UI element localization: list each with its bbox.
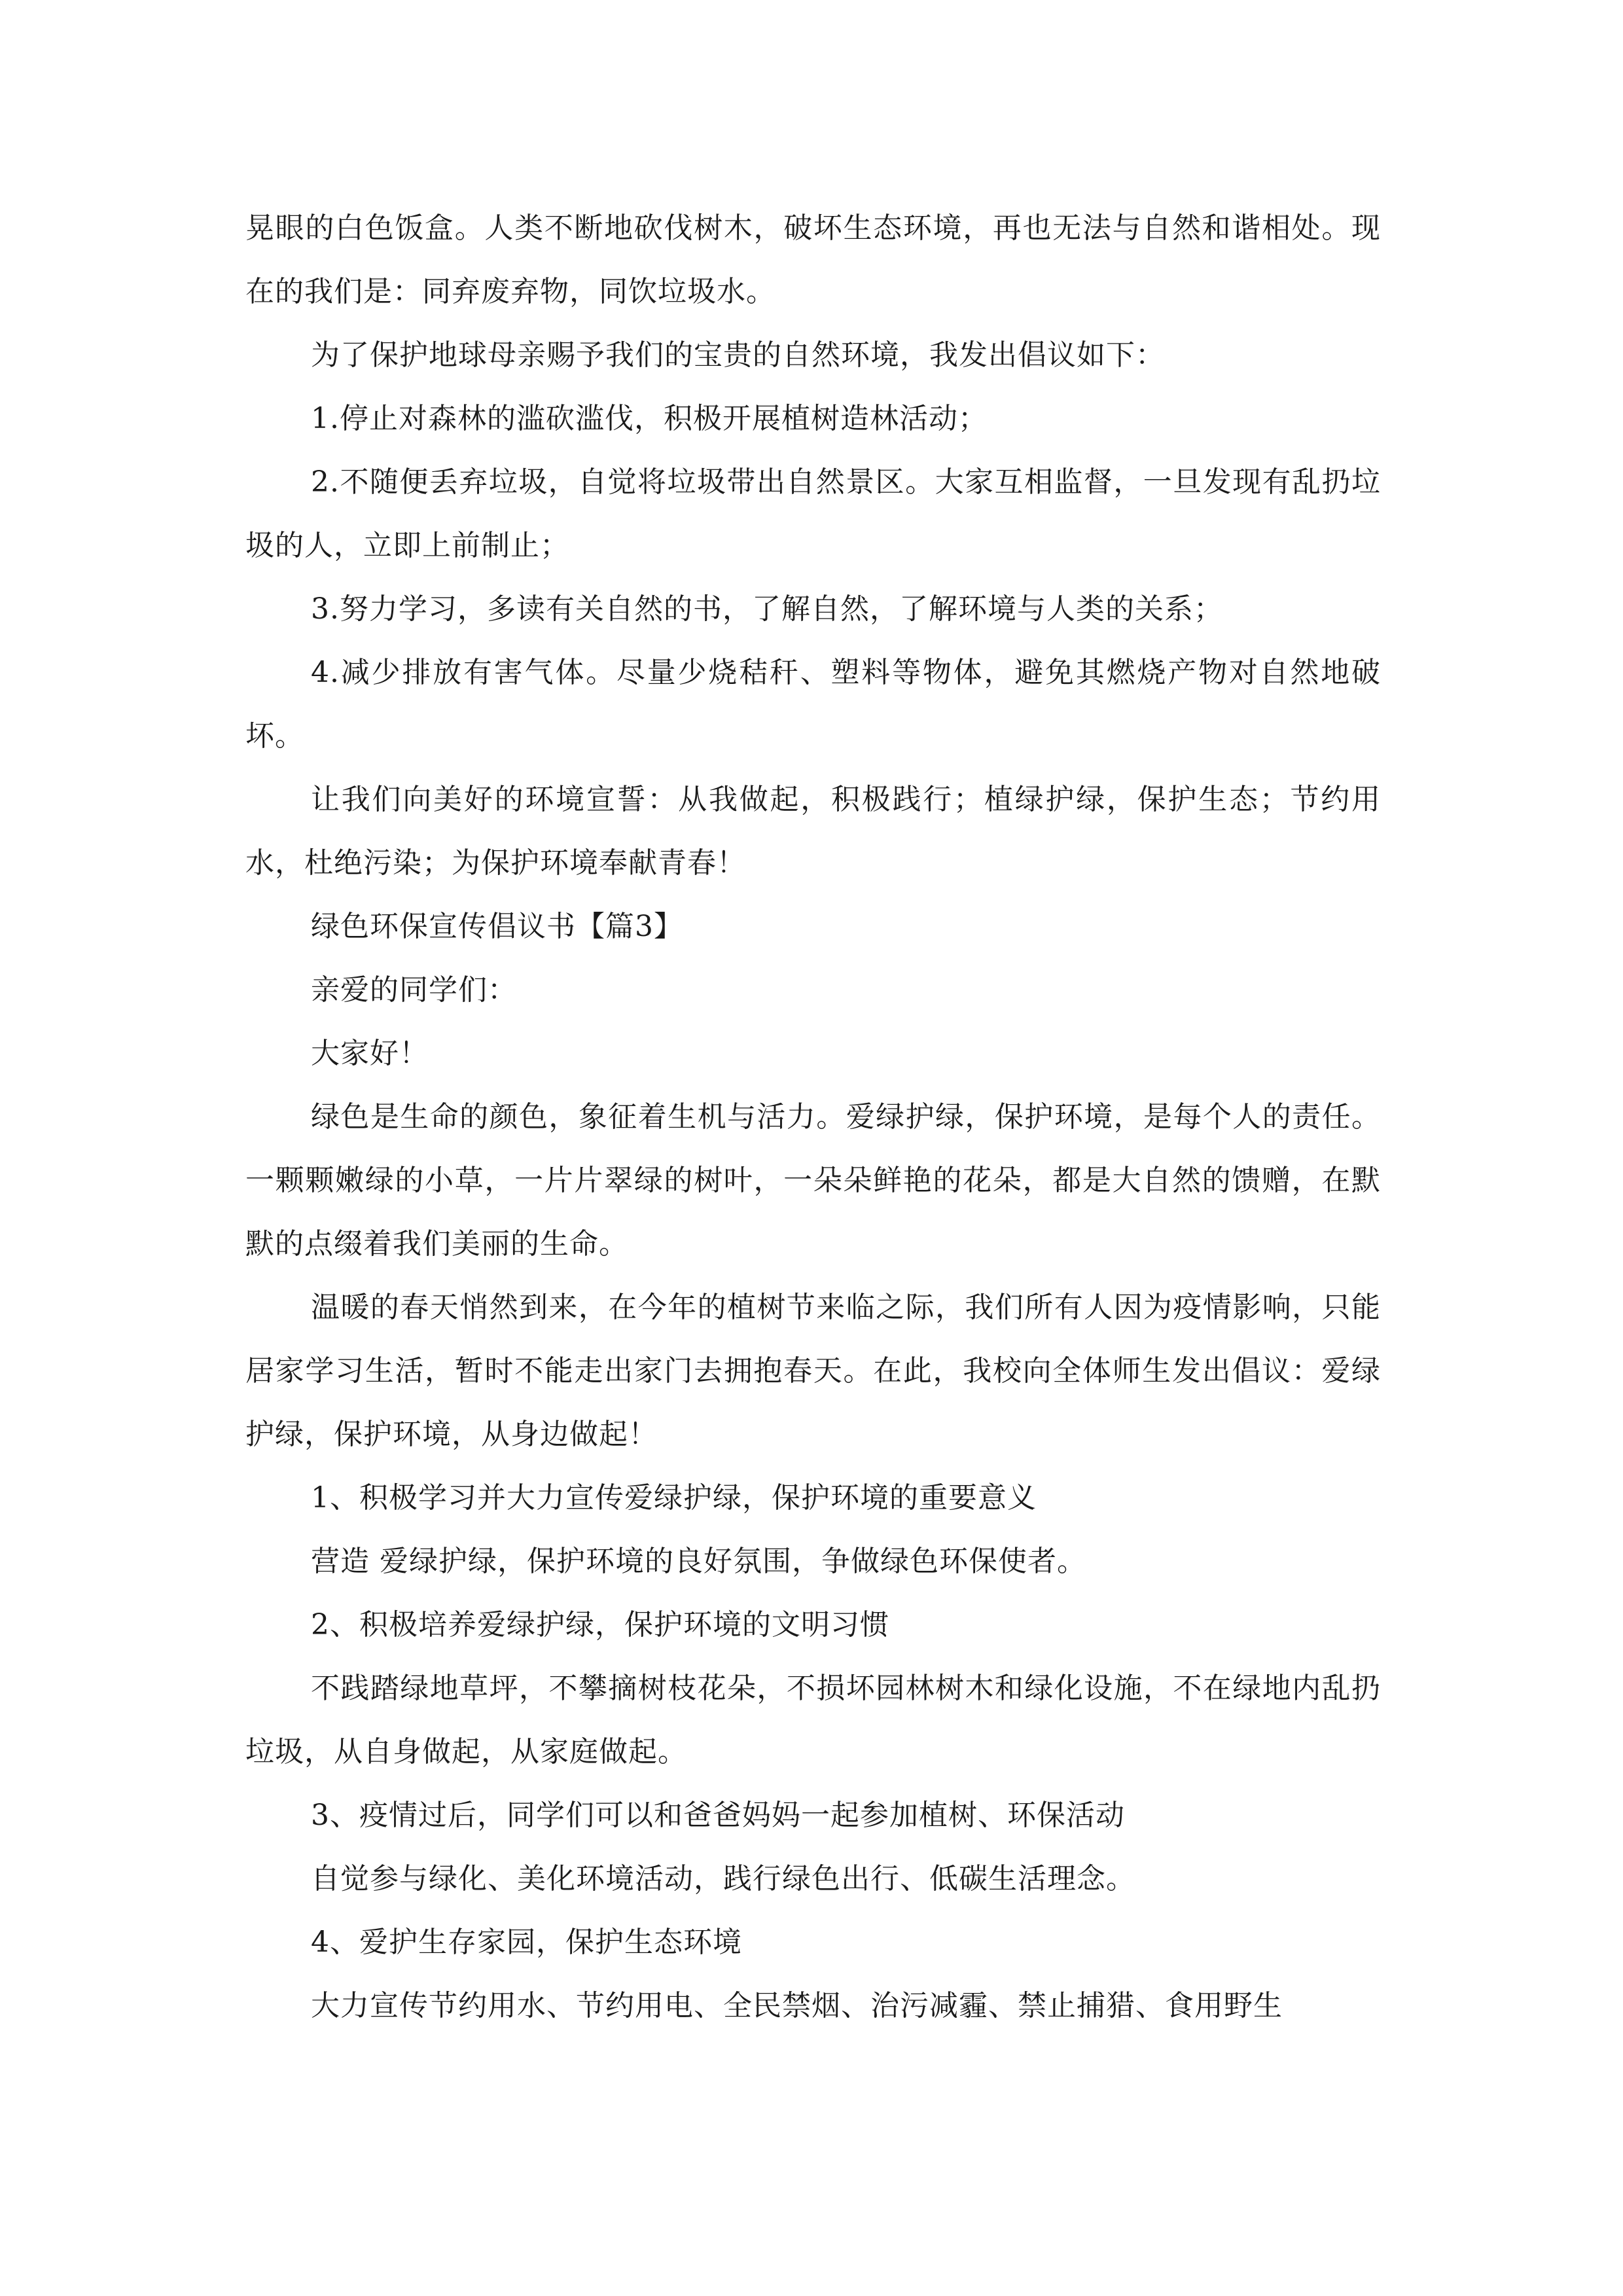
- paragraph: 为了保护地球母亲赐予我们的宝贵的自然环境，我发出倡议如下：: [311, 338, 1165, 372]
- list-heading: 2、积极培养爱绿护绿，保护环境的文明习惯: [311, 1608, 889, 1641]
- document-body: [245, 196, 1381, 2037]
- paragraph: 温暖的春天悄然到来，在今年的植树节来临之际，我们所有人因为疫情影响，只能居家学习生活，暂时不能走出家门去拥抱春天。在此，我校向全体师生发出倡议：爱绿护绿，保护环境，从身边做起！: [245, 1291, 1381, 1451]
- list-item: 2.不随便丢弃垃圾，自觉将垃圾带出自然景区。大家互相监督，一旦发现有乱扔垃圾的人，立即上前制止；: [245, 465, 1381, 562]
- list-item: 1.停止对森林的滥砍滥伐，积极开展植树造林活动；: [311, 402, 988, 435]
- list-heading: 3、疫情过后，同学们可以和爸爸妈妈一起参加植树、环保活动: [311, 1799, 1125, 1832]
- list-heading: 1、积极学习并大力宣传爱绿护绿，保护环境的重要意义: [311, 1481, 1037, 1515]
- paragraph: 让我们向美好的环境宣誓：从我做起，积极践行；植绿护绿，保护生态；节约用水，杜绝污染；为保护环境奉献青春！: [245, 783, 1381, 880]
- paragraph: 不践踏绿地草坪，不攀摘树枝花朵，不损坏园林树木和绿化设施，不在绿地内乱扔垃圾，从自身做起，从家庭做起。: [245, 1672, 1381, 1768]
- list-heading: 4、爱护生存家园，保护生态环境: [311, 1926, 742, 1959]
- paragraph: 营造 爱绿护绿，保护环境的良好氛围，争做绿色环保使者。: [311, 1545, 1086, 1578]
- section-title: 绿色环保宣传倡议书【篇3】: [311, 910, 683, 943]
- salutation: 亲爱的同学们：: [311, 973, 517, 1007]
- list-item: 4.减少排放有害气体。尽量少烧秸秆、塑料等物体，避免其燃烧产物对自然地破坏。: [245, 656, 1381, 753]
- list-item: 3.努力学习，多读有关自然的书，了解自然，了解环境与人类的关系；: [311, 592, 1223, 626]
- paragraph: 绿色是生命的颜色，象征着生机与活力。爱绿护绿，保护环境，是每个人的责任。一颗颗嫩绿的小草，一片片翠绿的树叶，一朵朵鲜艳的花朵，都是大自然的馈赠，在默默的点缀着我们美丽的生命。: [245, 1100, 1381, 1261]
- paragraph: 晃眼的白色饭盒。人类不断地砍伐树木，破坏生态环境，再也无法与自然和谐相处。现在的我们是：同弃废弃物，同饮垃圾水。: [245, 211, 1381, 308]
- paragraph: 自觉参与绿化、美化环境活动，践行绿色出行、低碳生活理念。: [311, 1862, 1135, 1895]
- greeting: 大家好！: [311, 1037, 429, 1070]
- paragraph: 大力宣传节约用水、节约用电、全民禁烟、治污减霾、禁止捕猎、食用野生: [311, 1989, 1283, 2022]
